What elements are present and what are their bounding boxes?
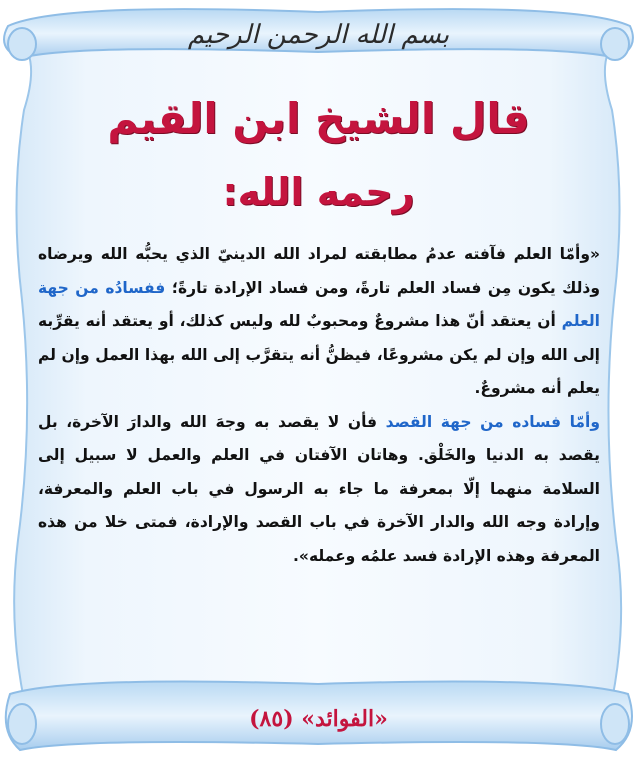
title-line-2: رحمه الله: — [222, 170, 415, 214]
paragraph-1-text-b: أن يعتقد أنّ هذا مشروعٌ ومحبوبٌ لله وليس كذلك، أو يعتقد أنه يقرِّبه إلى الله وإن لم يكن مشروعًا، فيظنُّ أنه يتقرَّب إلى الله بهذا العمل وإن لم يعلم أنه مشروعٌ. — [38, 312, 600, 397]
paragraph-2 — [38, 406, 600, 574]
paragraph-2-highlight: وأمّا فساده من جهة القصد — [385, 412, 600, 431]
paragraph-1 — [38, 238, 600, 406]
paragraph-1-text-a: «وأمّا العلم فآفته عدمُ مطابقته لمراد الله الدينيّ الذي يحبُّه الله ويرضاه وذلك يكون مِن فساد العلم تارةً، ومن فساد الإرادة تارةً؛ — [38, 245, 600, 297]
quote-body — [38, 238, 600, 573]
basmala-calligraphy: بسم الله الرحمن الرحيم — [187, 20, 450, 50]
source-citation: «الفوائد» (٨٥) — [249, 706, 388, 732]
paragraph-1-highlight: ففسادُه من جهة العلم — [38, 278, 600, 330]
title-line-1: قال الشيخ ابن القيم — [107, 94, 530, 143]
paragraph-2-text: فأن لا يقصد به وجهَ الله والدارَ الآخرة، بل يقصد به الدنيا والخَلْق. وهاتان الآفتان في العلم والعمل لا سبيل إلى السلامة منهما إلّا بمعرفة ما جاء به الرسول في باب العلم والمعرفة، وإرادة وجه الله والدار الآخرة في باب القصد والإرادة، فمتى خلا من هذه المعرفة وهذه الإرادة فسد علمُه وعمله». — [38, 412, 600, 565]
